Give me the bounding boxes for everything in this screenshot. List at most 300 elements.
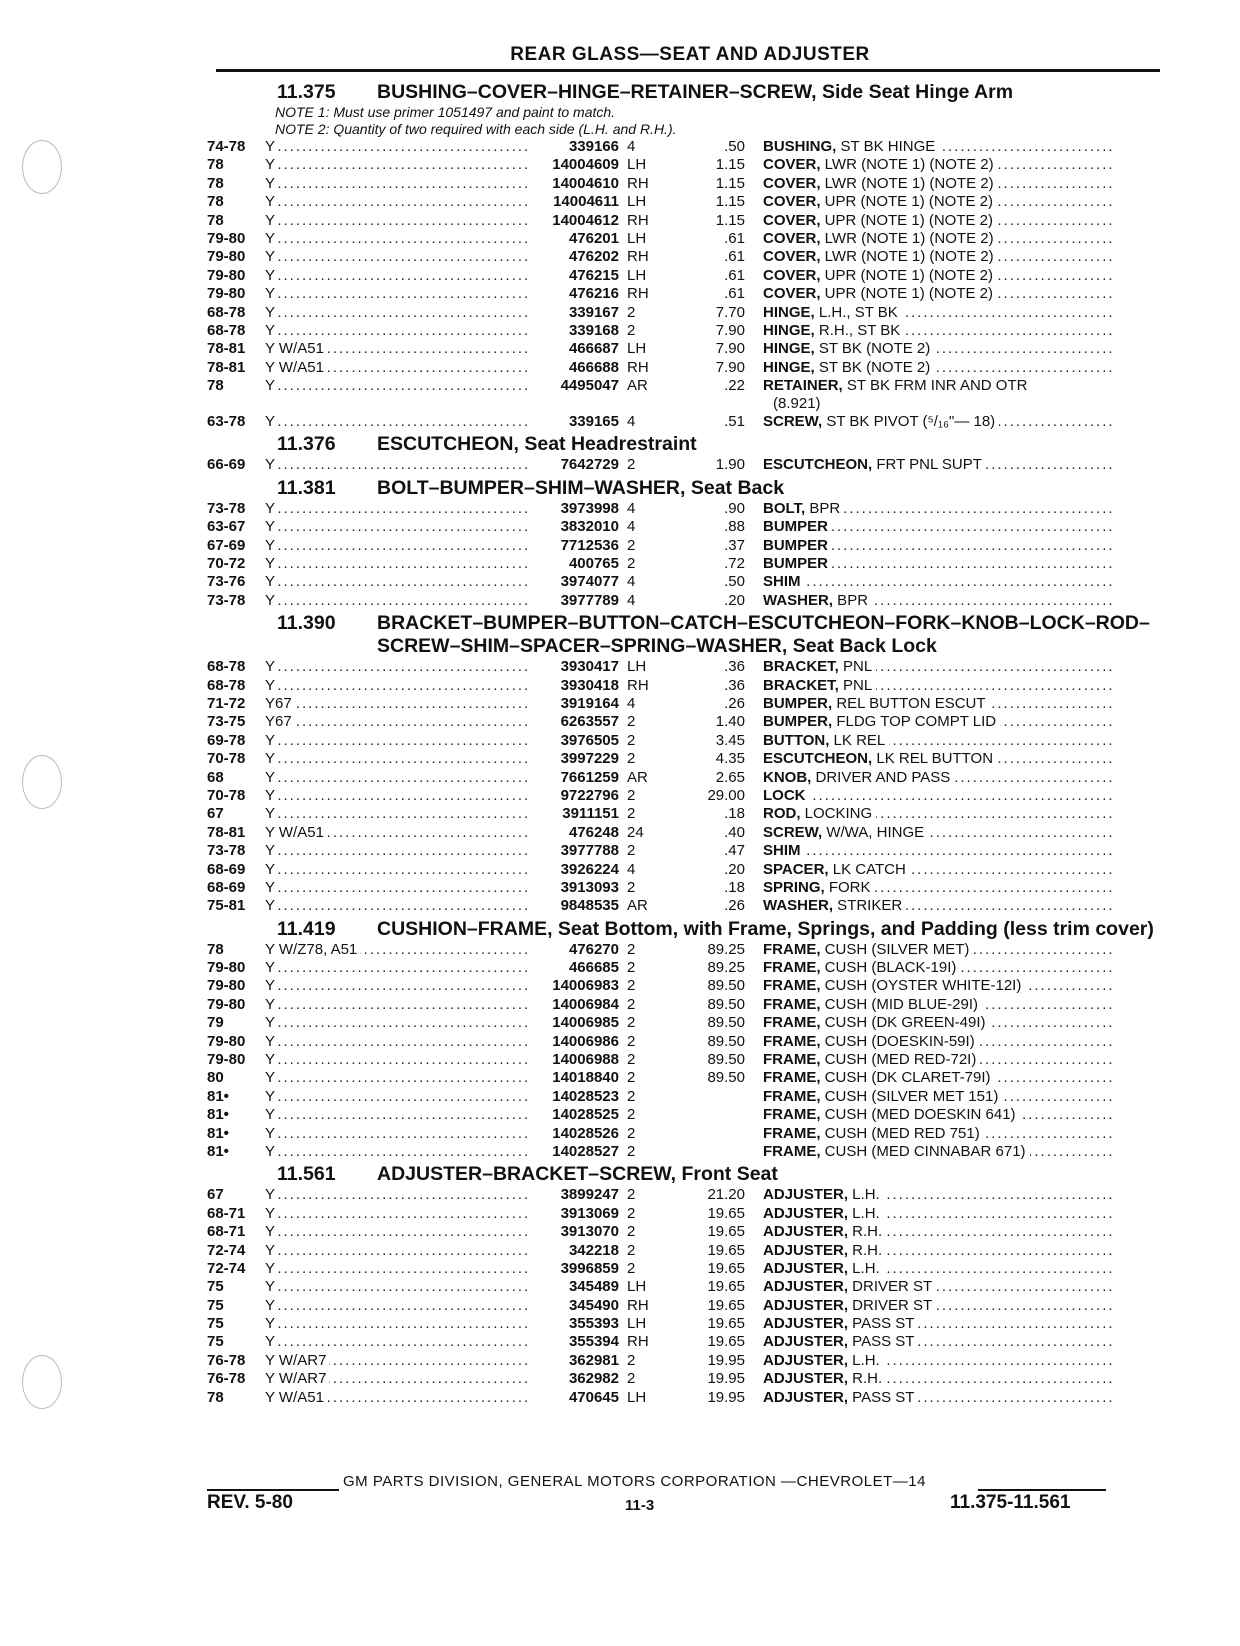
quantity: LH xyxy=(627,193,647,211)
price: 89.50 xyxy=(707,1032,745,1050)
part-number: 339165 xyxy=(568,413,619,431)
model-code xyxy=(265,175,527,193)
model-years: 72-74 xyxy=(207,1241,246,1259)
description-keyword: COVER, xyxy=(763,248,821,266)
description-detail: UPR (NOTE 1) (NOTE 2) xyxy=(820,285,994,303)
part-description xyxy=(763,138,1115,156)
quantity: 4 xyxy=(627,573,636,591)
quantity: 2 xyxy=(627,1087,636,1105)
part-description xyxy=(763,1125,1115,1143)
price: 89.25 xyxy=(707,940,745,958)
part-description xyxy=(763,1186,1115,1204)
quantity: 2 xyxy=(627,878,636,896)
quantity: 2 xyxy=(627,303,636,321)
price: 7.90 xyxy=(715,340,745,358)
model-code xyxy=(265,1278,527,1296)
model-code xyxy=(265,879,527,897)
model-code xyxy=(265,787,527,805)
table-row xyxy=(207,304,1167,322)
part-number: 9722796 xyxy=(560,786,619,804)
model-code-text: Y xyxy=(265,658,278,675)
description-text xyxy=(763,750,997,767)
part-number: 355393 xyxy=(568,1315,619,1333)
table-row xyxy=(207,322,1167,340)
description-keyword: ADJUSTER, xyxy=(763,1204,849,1222)
part-description xyxy=(763,304,1115,322)
part-number: 3973998 xyxy=(560,499,619,517)
part-number: 339166 xyxy=(568,138,619,155)
quantity: RH xyxy=(627,174,649,192)
model-years: 78 xyxy=(207,1388,224,1406)
part-number: 3930417 xyxy=(560,658,619,676)
description-text xyxy=(763,555,832,572)
part-number: 14006983 xyxy=(552,977,619,995)
section-title: BUSHING–COVER–HINGE–RETAINER–SCREW, Side Seat Hinge Arm xyxy=(377,81,1014,103)
quantity: 2 xyxy=(627,536,636,554)
part-number: 3977788 xyxy=(560,842,619,860)
part-number: 466687 xyxy=(568,340,619,358)
part-description xyxy=(763,322,1115,340)
part-description xyxy=(763,941,1115,959)
description-detail: CUSH (MED DOESKIN 641) xyxy=(820,1106,1016,1124)
part-number: 476248 xyxy=(568,823,619,841)
part-number: 3926224 xyxy=(560,860,619,878)
part-number: 3976505 xyxy=(560,731,619,749)
description-text xyxy=(763,713,1000,730)
model-code xyxy=(265,1014,527,1032)
description-text xyxy=(763,304,902,321)
description-text xyxy=(763,340,934,357)
price: 1.15 xyxy=(715,211,745,229)
price: 1.40 xyxy=(715,713,745,731)
model-years: 70-78 xyxy=(207,750,246,768)
table-row xyxy=(207,359,1167,377)
quantity: LH xyxy=(627,156,647,174)
description-detail: CUSH (MED RED 751) xyxy=(820,1124,980,1142)
quantity: RH xyxy=(627,1296,649,1314)
model-years: 81• xyxy=(207,1087,229,1105)
model-code xyxy=(265,193,527,211)
page-number: 11-3 xyxy=(625,1497,655,1514)
description-text xyxy=(763,230,998,247)
quantity: 2 xyxy=(627,1106,636,1124)
price: .40 xyxy=(724,823,745,841)
model-years: 67 xyxy=(207,805,224,823)
model-code-text: Y67 xyxy=(265,713,295,730)
price: .88 xyxy=(724,518,745,536)
model-code xyxy=(265,1088,527,1106)
model-years: 63-78 xyxy=(207,413,246,431)
quantity: 2 xyxy=(627,805,636,823)
part-description xyxy=(763,1370,1115,1388)
model-code-text: Y xyxy=(265,1278,278,1295)
description-keyword: ADJUSTER, xyxy=(763,1186,849,1204)
part-description xyxy=(763,175,1115,193)
model-code xyxy=(265,1223,527,1241)
description-detail: R.H. xyxy=(848,1241,883,1259)
section-heading xyxy=(207,1163,1167,1186)
description-text xyxy=(763,1143,1030,1160)
model-code-text: Y xyxy=(265,518,278,535)
description-detail: CUSH (SILVER MET 151) xyxy=(820,1087,999,1105)
table-row xyxy=(207,677,1167,695)
description-text xyxy=(763,695,990,712)
model-code xyxy=(265,1315,527,1333)
model-years: 78 xyxy=(207,193,224,211)
part-number: 14028525 xyxy=(552,1106,619,1124)
description-keyword: FRAME, xyxy=(763,1124,821,1142)
model-years: 78 xyxy=(207,940,224,958)
description-keyword: FRAME, xyxy=(763,1069,821,1087)
part-description xyxy=(763,996,1115,1014)
part-description xyxy=(763,732,1115,750)
part-number: 14006985 xyxy=(552,1014,619,1032)
model-code-text: Y xyxy=(265,769,278,786)
model-years: 79-80 xyxy=(207,977,246,995)
description-text xyxy=(763,322,904,339)
quantity: 2 xyxy=(627,555,636,573)
model-code xyxy=(265,537,527,555)
model-code-text: Y xyxy=(265,1315,278,1332)
model-code xyxy=(265,1125,527,1143)
description-keyword: ESCUTCHEON, xyxy=(763,456,873,474)
model-code-text: Y W/A51 xyxy=(265,1389,327,1406)
quantity: RH xyxy=(627,248,649,266)
description-text xyxy=(763,1033,979,1050)
price: 1.15 xyxy=(715,174,745,192)
description-detail: PASS ST xyxy=(848,1315,915,1333)
quantity: 2 xyxy=(627,1259,636,1277)
table-row xyxy=(207,824,1167,842)
table-row xyxy=(207,959,1167,977)
price: 29.00 xyxy=(707,786,745,804)
part-description xyxy=(763,193,1115,211)
table-row xyxy=(207,193,1167,211)
part-number: 7712536 xyxy=(560,536,619,554)
part-number: 342218 xyxy=(568,1241,619,1259)
model-years: 76-78 xyxy=(207,1370,246,1388)
model-years: 81• xyxy=(207,1142,229,1160)
table-row xyxy=(207,732,1167,750)
description-keyword: KNOB, xyxy=(763,768,812,786)
table-row xyxy=(207,500,1167,518)
description-detail: R.H. xyxy=(848,1370,883,1388)
description-text xyxy=(763,977,1025,994)
description-keyword: SPACER, xyxy=(763,860,829,878)
model-code-text: Y xyxy=(265,1242,278,1259)
model-code xyxy=(265,518,527,536)
model-code-text: Y xyxy=(265,1297,278,1314)
price: 19.65 xyxy=(707,1296,745,1314)
description-keyword: BUMPER xyxy=(763,555,829,573)
part-number: 14028527 xyxy=(552,1142,619,1160)
part-number: 476215 xyxy=(568,266,619,284)
quantity: 2 xyxy=(627,456,636,474)
model-code-text: Y xyxy=(265,1260,278,1277)
description-keyword: ROD, xyxy=(763,805,801,823)
model-code xyxy=(265,959,527,977)
table-row xyxy=(207,230,1167,248)
model-code-text: Y W/AR7 xyxy=(265,1370,329,1387)
description-detail: CUSH (OYSTER WHITE-12I) xyxy=(820,977,1022,995)
price: 89.50 xyxy=(707,1051,745,1069)
part-number: 14006986 xyxy=(552,1032,619,1050)
quantity: RH xyxy=(627,211,649,229)
part-number: 476202 xyxy=(568,248,619,266)
part-description xyxy=(763,805,1115,823)
price: 89.50 xyxy=(707,1014,745,1032)
price: 19.65 xyxy=(707,1241,745,1259)
model-years: 80 xyxy=(207,1069,224,1087)
part-number: 339167 xyxy=(568,303,619,321)
description-detail: CUSH (DOESKIN-59I) xyxy=(820,1032,975,1050)
table-row xyxy=(207,1205,1167,1223)
description-detail: STRIKER xyxy=(833,897,903,915)
description-keyword: ADJUSTER, xyxy=(763,1241,849,1259)
description-keyword: ESCUTCHEON, xyxy=(763,750,873,768)
model-years: 81• xyxy=(207,1106,229,1124)
part-description xyxy=(763,1223,1115,1241)
price: .20 xyxy=(724,860,745,878)
description-keyword: ADJUSTER, xyxy=(763,1388,849,1406)
description-keyword: FRAME, xyxy=(763,1106,821,1124)
footer-rule-right xyxy=(978,1489,1106,1491)
description-keyword: FRAME, xyxy=(763,1014,821,1032)
model-code xyxy=(265,573,527,591)
description-text xyxy=(763,285,997,302)
price: 7.90 xyxy=(715,321,745,339)
quantity: 2 xyxy=(627,1351,636,1369)
part-number: 345489 xyxy=(568,1278,619,1296)
price: 19.95 xyxy=(707,1370,745,1388)
model-code xyxy=(265,1186,527,1204)
model-code-text: Y xyxy=(265,156,278,173)
description-detail: L.H. xyxy=(848,1259,880,1277)
part-description xyxy=(763,340,1115,358)
table-row xyxy=(207,1125,1167,1143)
part-description xyxy=(763,1033,1115,1051)
table-row xyxy=(207,340,1167,358)
model-years: 63-67 xyxy=(207,518,246,536)
description-detail: LK CATCH xyxy=(828,860,906,878)
description-keyword: COVER, xyxy=(763,285,821,303)
part-description xyxy=(763,267,1115,285)
description-text xyxy=(763,824,928,841)
price: .26 xyxy=(724,694,745,712)
table-row xyxy=(207,1051,1167,1069)
section-notes xyxy=(207,104,1167,138)
revision-label: REV. 5-80 xyxy=(207,1492,293,1513)
quantity: AR xyxy=(627,897,648,915)
model-code-text: Y xyxy=(265,805,278,822)
table-row xyxy=(207,1033,1167,1051)
model-years: 68-78 xyxy=(207,303,246,321)
price: 89.50 xyxy=(707,977,745,995)
table-row xyxy=(207,1088,1167,1106)
description-keyword: FRAME, xyxy=(763,940,821,958)
model-code-text: Y xyxy=(265,996,278,1013)
description-keyword: ADJUSTER, xyxy=(763,1223,849,1241)
model-code xyxy=(265,156,527,174)
model-code-text: Y xyxy=(265,750,278,767)
description-keyword: COVER, xyxy=(763,174,821,192)
table-row xyxy=(207,1278,1167,1296)
description-detail: DRIVER AND PASS xyxy=(811,768,951,786)
table-row xyxy=(207,1106,1167,1124)
part-description xyxy=(763,1352,1115,1370)
part-description xyxy=(763,977,1115,995)
section-number: 11.561 xyxy=(277,1163,336,1186)
section-number: 11.419 xyxy=(277,917,336,940)
model-years: 79-80 xyxy=(207,285,246,303)
description-keyword: BRACKET, xyxy=(763,658,839,676)
parts-section xyxy=(207,433,1167,474)
model-code xyxy=(265,500,527,518)
model-code xyxy=(265,1333,527,1351)
price: 1.15 xyxy=(715,156,745,174)
price: 19.65 xyxy=(707,1204,745,1222)
description-keyword: ADJUSTER, xyxy=(763,1351,849,1369)
part-description xyxy=(763,713,1115,731)
price: .61 xyxy=(724,248,745,266)
table-row xyxy=(207,456,1167,474)
quantity: 4 xyxy=(627,694,636,712)
description-detail: ST BK (NOTE 2) xyxy=(814,358,931,376)
description-keyword: HINGE, xyxy=(763,321,815,339)
quantity: 2 xyxy=(627,842,636,860)
quantity: 4 xyxy=(627,591,636,609)
description-keyword: COVER, xyxy=(763,193,821,211)
part-number: 14004612 xyxy=(552,211,619,229)
description-detail: PNL xyxy=(838,658,873,676)
description-text xyxy=(763,1014,990,1031)
description-keyword: FRAME, xyxy=(763,1142,821,1160)
model-code xyxy=(265,1205,527,1223)
model-code xyxy=(265,842,527,860)
punch-hole xyxy=(22,1355,62,1409)
quantity: 2 xyxy=(627,1204,636,1222)
part-number: 7642729 xyxy=(560,456,619,474)
table-row xyxy=(207,212,1167,230)
table-row xyxy=(207,248,1167,266)
model-code-text: Y xyxy=(265,1106,278,1123)
model-code-text: Y xyxy=(265,1051,278,1068)
table-row xyxy=(207,1315,1167,1333)
part-description xyxy=(763,658,1115,676)
description-keyword: ADJUSTER, xyxy=(763,1315,849,1333)
price: .50 xyxy=(724,573,745,591)
description-text xyxy=(763,248,998,265)
model-code-text: Y xyxy=(265,959,278,976)
model-code-text: Y xyxy=(265,555,278,572)
quantity: AR xyxy=(627,768,648,786)
table-row xyxy=(207,861,1167,879)
description-detail: FORK xyxy=(824,878,871,896)
description-keyword: ADJUSTER, xyxy=(763,1370,849,1388)
part-number: 466685 xyxy=(568,959,619,977)
quantity: LH xyxy=(627,1388,647,1406)
model-code-text: Y xyxy=(265,1143,278,1160)
part-description xyxy=(763,1143,1115,1161)
model-years: 75-81 xyxy=(207,897,246,915)
model-years: 73-76 xyxy=(207,573,246,591)
model-years: 68-71 xyxy=(207,1204,246,1222)
model-code-text: Y xyxy=(265,304,278,321)
section-number: 11.375 xyxy=(277,81,336,103)
model-code-text: Y xyxy=(265,1223,278,1240)
description-text xyxy=(763,1205,884,1222)
parts-section xyxy=(207,612,1167,915)
description-detail: BPR xyxy=(805,499,841,517)
part-description xyxy=(763,248,1115,266)
model-code-text: Y xyxy=(265,573,278,590)
description-detail: L.H. xyxy=(848,1351,880,1369)
model-code xyxy=(265,1143,527,1161)
description-detail: ST BK PIVOT (⁵/₁₆"— 18) xyxy=(822,413,996,431)
table-row xyxy=(207,787,1167,805)
model-code-text: Y xyxy=(265,230,278,247)
description-text xyxy=(763,1315,918,1332)
part-description xyxy=(763,413,1115,431)
section-number: 11.381 xyxy=(277,476,336,499)
price: .61 xyxy=(724,285,745,303)
table-row xyxy=(207,1014,1167,1032)
part-description xyxy=(763,1106,1115,1124)
model-years: 78 xyxy=(207,377,224,395)
model-years: 70-78 xyxy=(207,786,246,804)
price: 19.65 xyxy=(707,1315,745,1333)
part-number: 3996859 xyxy=(560,1259,619,1277)
model-years: 68-71 xyxy=(207,1223,246,1241)
model-years: 68-78 xyxy=(207,658,246,676)
table-row xyxy=(207,658,1167,676)
model-code-text: Y xyxy=(265,1069,278,1086)
part-description xyxy=(763,1333,1115,1351)
quantity: 4 xyxy=(627,138,636,155)
model-years: 68 xyxy=(207,768,224,786)
description-text xyxy=(763,1125,984,1142)
model-code xyxy=(265,1033,527,1051)
footer-publisher: GM PARTS DIVISION, GENERAL MOTORS CORPORATION —CHEVROLET—14 xyxy=(343,1473,926,1490)
model-code xyxy=(265,658,527,676)
description-text xyxy=(763,842,805,859)
model-years: 81• xyxy=(207,1124,229,1142)
price: .20 xyxy=(724,591,745,609)
part-description xyxy=(763,1014,1115,1032)
model-code-text: Y xyxy=(265,842,278,859)
description-detail: FLDG TOP COMPT LID xyxy=(832,713,997,731)
description-keyword: COVER, xyxy=(763,211,821,229)
price: .36 xyxy=(724,676,745,694)
model-years: 68-69 xyxy=(207,878,246,896)
description-keyword: RETAINER, xyxy=(763,377,843,395)
model-code-text: Y xyxy=(265,175,278,192)
model-years: 79-80 xyxy=(207,229,246,247)
model-years: 68-78 xyxy=(207,676,246,694)
page-title: REAR GLASS—SEAT AND ADJUSTER xyxy=(510,44,870,65)
table-row xyxy=(207,518,1167,536)
part-description xyxy=(763,230,1115,248)
price: .18 xyxy=(724,805,745,823)
model-code xyxy=(265,996,527,1014)
model-code xyxy=(265,1352,527,1370)
parts-section xyxy=(207,1163,1167,1407)
model-years: 79-80 xyxy=(207,1032,246,1050)
price: 3.45 xyxy=(715,731,745,749)
part-number: 3919164 xyxy=(560,694,619,712)
description-text xyxy=(763,573,805,590)
model-code-text: Y xyxy=(265,413,278,430)
